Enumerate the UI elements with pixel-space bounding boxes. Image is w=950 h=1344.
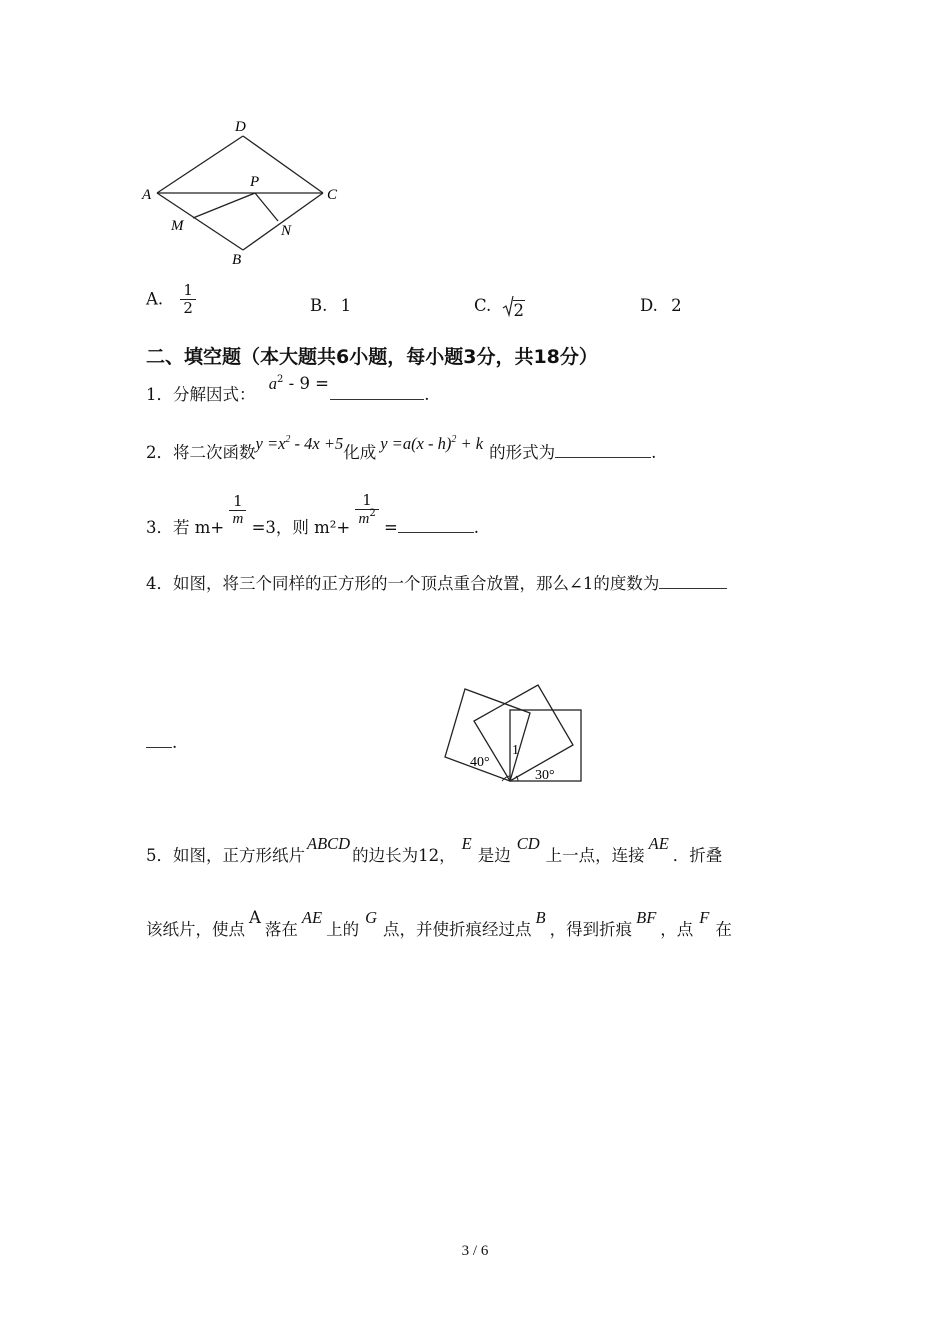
q5-l1-text-0: 5．如图，正方形纸片 [146, 846, 305, 865]
radical-sign-icon [502, 295, 514, 317]
q2-formula-2 [380, 434, 483, 453]
label-b: B [232, 252, 242, 268]
q1-base: a [268, 374, 277, 393]
label-n: N [281, 223, 292, 239]
option-b-value: 1 [340, 296, 352, 315]
q3-prefix: 3．若 m+ [146, 517, 225, 537]
question-5-line-1 [146, 834, 723, 866]
fraction-numerator: 1 [180, 282, 196, 300]
q2-f2-a: y =a(x - h) [380, 434, 452, 453]
q5-l1-text-4: 是边 [477, 846, 511, 865]
q5-l2-text-6: 点，并使折痕经过点 [383, 920, 532, 939]
q1-expression [269, 374, 329, 393]
q5-l2-text-8: ，得到折痕 [549, 920, 633, 939]
option-c-letter: C. [474, 296, 492, 315]
q1-exponent: 2 [277, 374, 284, 385]
question-2 [146, 434, 657, 463]
label-c: C [327, 187, 338, 203]
q3-tail: = [383, 517, 398, 537]
q5-l2-text-12: 在 [715, 920, 732, 939]
q2-f2-b: + k [456, 434, 484, 453]
q5-l2-var-f: F [699, 908, 710, 927]
question-1 [146, 374, 430, 405]
q3-frac2-den-wrap [355, 510, 378, 528]
q4-answer-blank[interactable] [659, 574, 727, 589]
q3-frac2-exp: 2 [369, 508, 376, 520]
q3-fraction-2 [355, 492, 378, 529]
q2-formula-1 [256, 434, 344, 453]
q4-text: 4．如图，将三个同样的正方形的一个顶点重合放置，那么∠1的度数为 [146, 574, 660, 593]
q2-answer-blank[interactable] [555, 443, 651, 458]
q3-frac1-num: 1 [229, 493, 246, 511]
q2-f1-b: - 4x +5 [290, 434, 344, 453]
option-b-letter: B. [310, 296, 328, 315]
label-p: P [250, 174, 260, 190]
label-a: A [142, 187, 152, 203]
question-4 [146, 570, 727, 594]
rhombus-figure [135, 112, 355, 272]
three-squares-figure [440, 680, 590, 788]
question-3 [146, 484, 480, 537]
q2-f1-exp: 2 [285, 434, 291, 445]
q2-prefix: 2．将二次函数 [146, 443, 256, 462]
option-c-radicand: 2 [513, 301, 525, 320]
q2-suffix: 的形式为 [489, 443, 556, 462]
q5-l2-text-0: 该纸片，使点 [146, 920, 245, 939]
q3-frac2-num: 1 [355, 492, 378, 510]
q1-prefix: 1．分解因式： [146, 385, 256, 404]
option-a-letter: A. [146, 289, 164, 309]
question-5-line-2 [146, 908, 732, 940]
q4-continuation [146, 733, 177, 752]
label-d: D [235, 119, 246, 135]
q3-mid: =3，则 m²+ [251, 517, 351, 537]
q5-l2-var-g: G [365, 908, 378, 927]
q3-frac2-den: m [358, 511, 370, 528]
q5-l1-var-abcd: ABCD [307, 834, 351, 853]
option-a-fraction [180, 282, 196, 318]
option-c-sqrt [513, 296, 526, 320]
q3-end: . [473, 517, 480, 537]
q2-mid: 化成 [343, 443, 377, 462]
q3-frac1-den: m [232, 510, 244, 527]
q5-l2-text-4: 上的 [326, 920, 360, 939]
q2-end: . [651, 443, 657, 462]
option-d [640, 296, 682, 315]
angle-30-label: 30° [535, 768, 555, 783]
q5-l2-text-2: 落在 [264, 920, 298, 939]
q1-answer-blank[interactable] [330, 385, 424, 400]
q5-l2-text-10: ，点 [660, 920, 694, 939]
q4-answer-blank-cont[interactable] [146, 733, 172, 748]
q2-f2-exp: 2 [451, 434, 457, 445]
q5-l2-var-b: B [535, 908, 546, 927]
option-b [310, 296, 351, 315]
q1-rest: - 9 = [283, 374, 330, 393]
angle-1-label: 1 [512, 743, 519, 758]
q5-l1-text-2: 的边长为12， [352, 846, 456, 865]
q1-end: . [424, 385, 430, 404]
q5-l1-var-e: E [461, 834, 472, 853]
q2-f1-a: y =x [255, 434, 286, 453]
q5-l2-var-ae: AE [301, 908, 323, 927]
q5-l1-text-8: ．折叠 [672, 846, 723, 865]
option-a [146, 282, 196, 318]
q4-end: . [172, 733, 178, 752]
q5-l2-var-a: A [249, 908, 261, 927]
q3-answer-blank[interactable] [398, 518, 474, 533]
q5-l1-text-6: 上一点，连接 [545, 846, 645, 865]
angle-40-label: 40° [470, 755, 490, 770]
page-number: 3 / 6 [461, 1243, 489, 1259]
option-c [474, 296, 525, 320]
fraction-denominator: 2 [183, 299, 193, 318]
q5-l2-var-bf: BF [636, 908, 657, 927]
option-d-value: 2 [671, 296, 682, 315]
q5-l1-var-ae: AE [648, 834, 669, 853]
q5-l1-var-cd: CD [516, 834, 540, 853]
section-heading: 二、填空题（本大题共6小题，每小题3分，共18分） [146, 346, 598, 368]
option-d-letter: D. [640, 296, 658, 315]
label-m: M [171, 218, 184, 234]
q3-fraction-1 [229, 493, 246, 529]
